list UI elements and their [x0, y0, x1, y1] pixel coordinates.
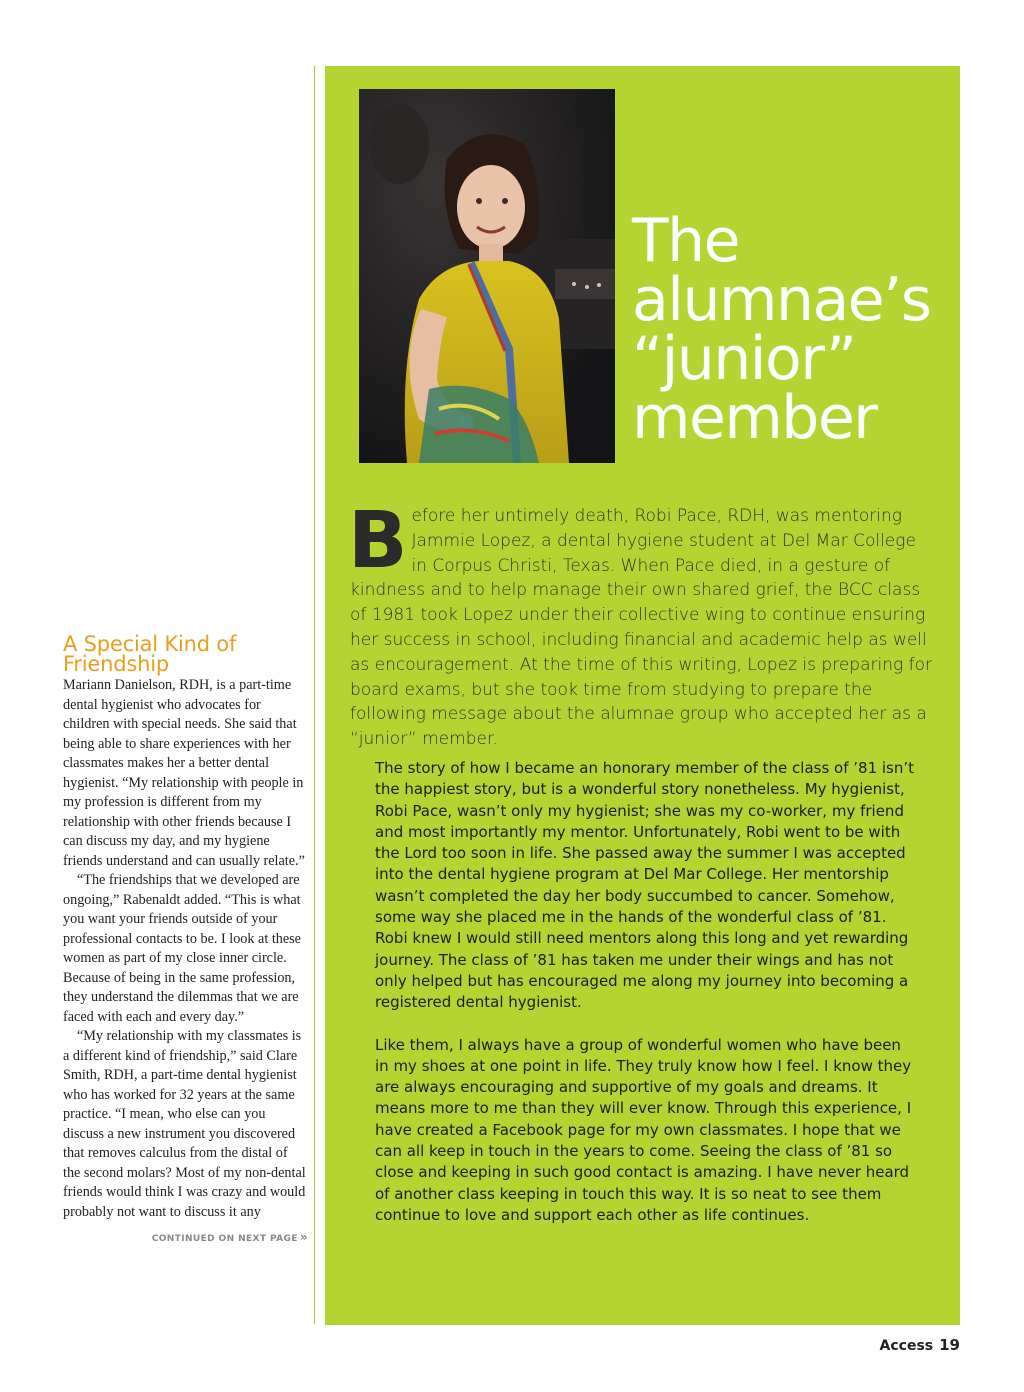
column-divider	[314, 66, 315, 1324]
title-line: alumnae’s	[632, 265, 931, 335]
continued-label: CONTINUED ON NEXT PAGE	[151, 1234, 298, 1244]
sidebar-heading: A Special Kind of Friendship	[63, 632, 237, 676]
lead-text: efore her untimely death, Robi Pace, RDH, was mentoring Jammie Lopez, a dental hygiene student at Del Mar College in Corpus Christi, Texas. When Pace died, in a gesture of kindness and to help manage their own shared grief, the BCC class of 1981 took Lopez under their collective wing to continue ensuring her success in school, including financial and academic help as well as encouragement. At the time of this writing, Lopez is preparing for board exams, but she took time from studying to prepare the following message about the alumnae group who accepted her as a “junior” member.	[350, 506, 932, 750]
sidebar-paragraph: Mariann Danielson, RDH, is a part-time dental hygienist who advocates for children with special needs. She said that being able to share experiences with her classmates makes her a better dental hygienist. “My relationship with people in my profession is different from my relationship with other friends because I can discuss my day, and my hygiene friends understand and can usually relate.”	[63, 677, 305, 869]
letter-text	[375, 758, 915, 1247]
sidebar-body	[63, 676, 308, 1222]
title-line: The	[632, 206, 740, 276]
letter-paragraph: Like them, I always have a group of wonderful women who have been in my shoes at one point in life. They truly know how I feel. I know they are always encouraging and supportive of my goals and dreams. It means more to me than they will ever know. Through this experience, I have created a Facebook page for my own classmates. I hope that we can all keep in touch in the years to come. Seeing the class of ’81 so close and keeping in such good contact is amazing. I have never heard of another class keeping in touch this way. It is so neat to see them continue to love and support each other as life continues.	[375, 1035, 912, 1224]
page-number: 19	[939, 1336, 960, 1354]
portrait-illustration	[359, 89, 615, 463]
letter-paragraph: The story of how I became an honorary member of the class of ’81 isn’t the happiest story, but is a wonderful story nonetheless. My hygienist, Robi Pace, wasn’t only my hygienist; she was my co-worker, my friend and most importantly my mentor. Unfortunately, Robi went to be with the Lord too soon in life. She passed away the summer I was accepted into the dental hygiene program at Del Mar College. Her mentorship wasn’t completed the day her body succumbed to cancer. Somehow, some way she placed me in the hands of the wonderful class of ’81. Robi knew I would still need mentors along this long and yet rewarding journey. The class of ’81 has taken me under their wings and has not only helped but has encouraged me along my journey into becoming a registered dental hygienist.	[375, 759, 915, 1012]
title-line: member	[632, 383, 877, 453]
drop-cap: B	[348, 496, 408, 586]
title-line: “junior”	[632, 324, 856, 394]
lead-paragraph	[348, 496, 935, 752]
publication-name: Access	[879, 1338, 934, 1354]
page-footer	[880, 1336, 960, 1354]
portrait-photo	[359, 89, 615, 463]
article-title	[632, 206, 952, 453]
sidebar-paragraph: “My relationship with my classmates is a different kind of friendship,” said Clare Smith, RDH, a part-time dental hygienist who has worked for 32 years at the same practice. “I mean, who else can you discuss a new instrument you discovered that removes calculus from the distal of the second molars? Most of my non-dental friends would think I was crazy and would probably not want to discuss it any	[63, 1028, 306, 1220]
sidebar	[63, 634, 308, 1244]
continued-link[interactable]	[63, 1230, 308, 1244]
feature-panel	[325, 66, 960, 1325]
sidebar-paragraph: “The friendships that we developed are ongoing,” Rabenaldt added. “This is what you want your friends outside of your professional contacts to be. I look at these women as part of my close inner circle. Because of being in the same profession, they understand the dilemmas that we are faced with each and every day.”	[63, 872, 301, 1025]
continued-arrows-icon: »	[299, 1230, 308, 1244]
